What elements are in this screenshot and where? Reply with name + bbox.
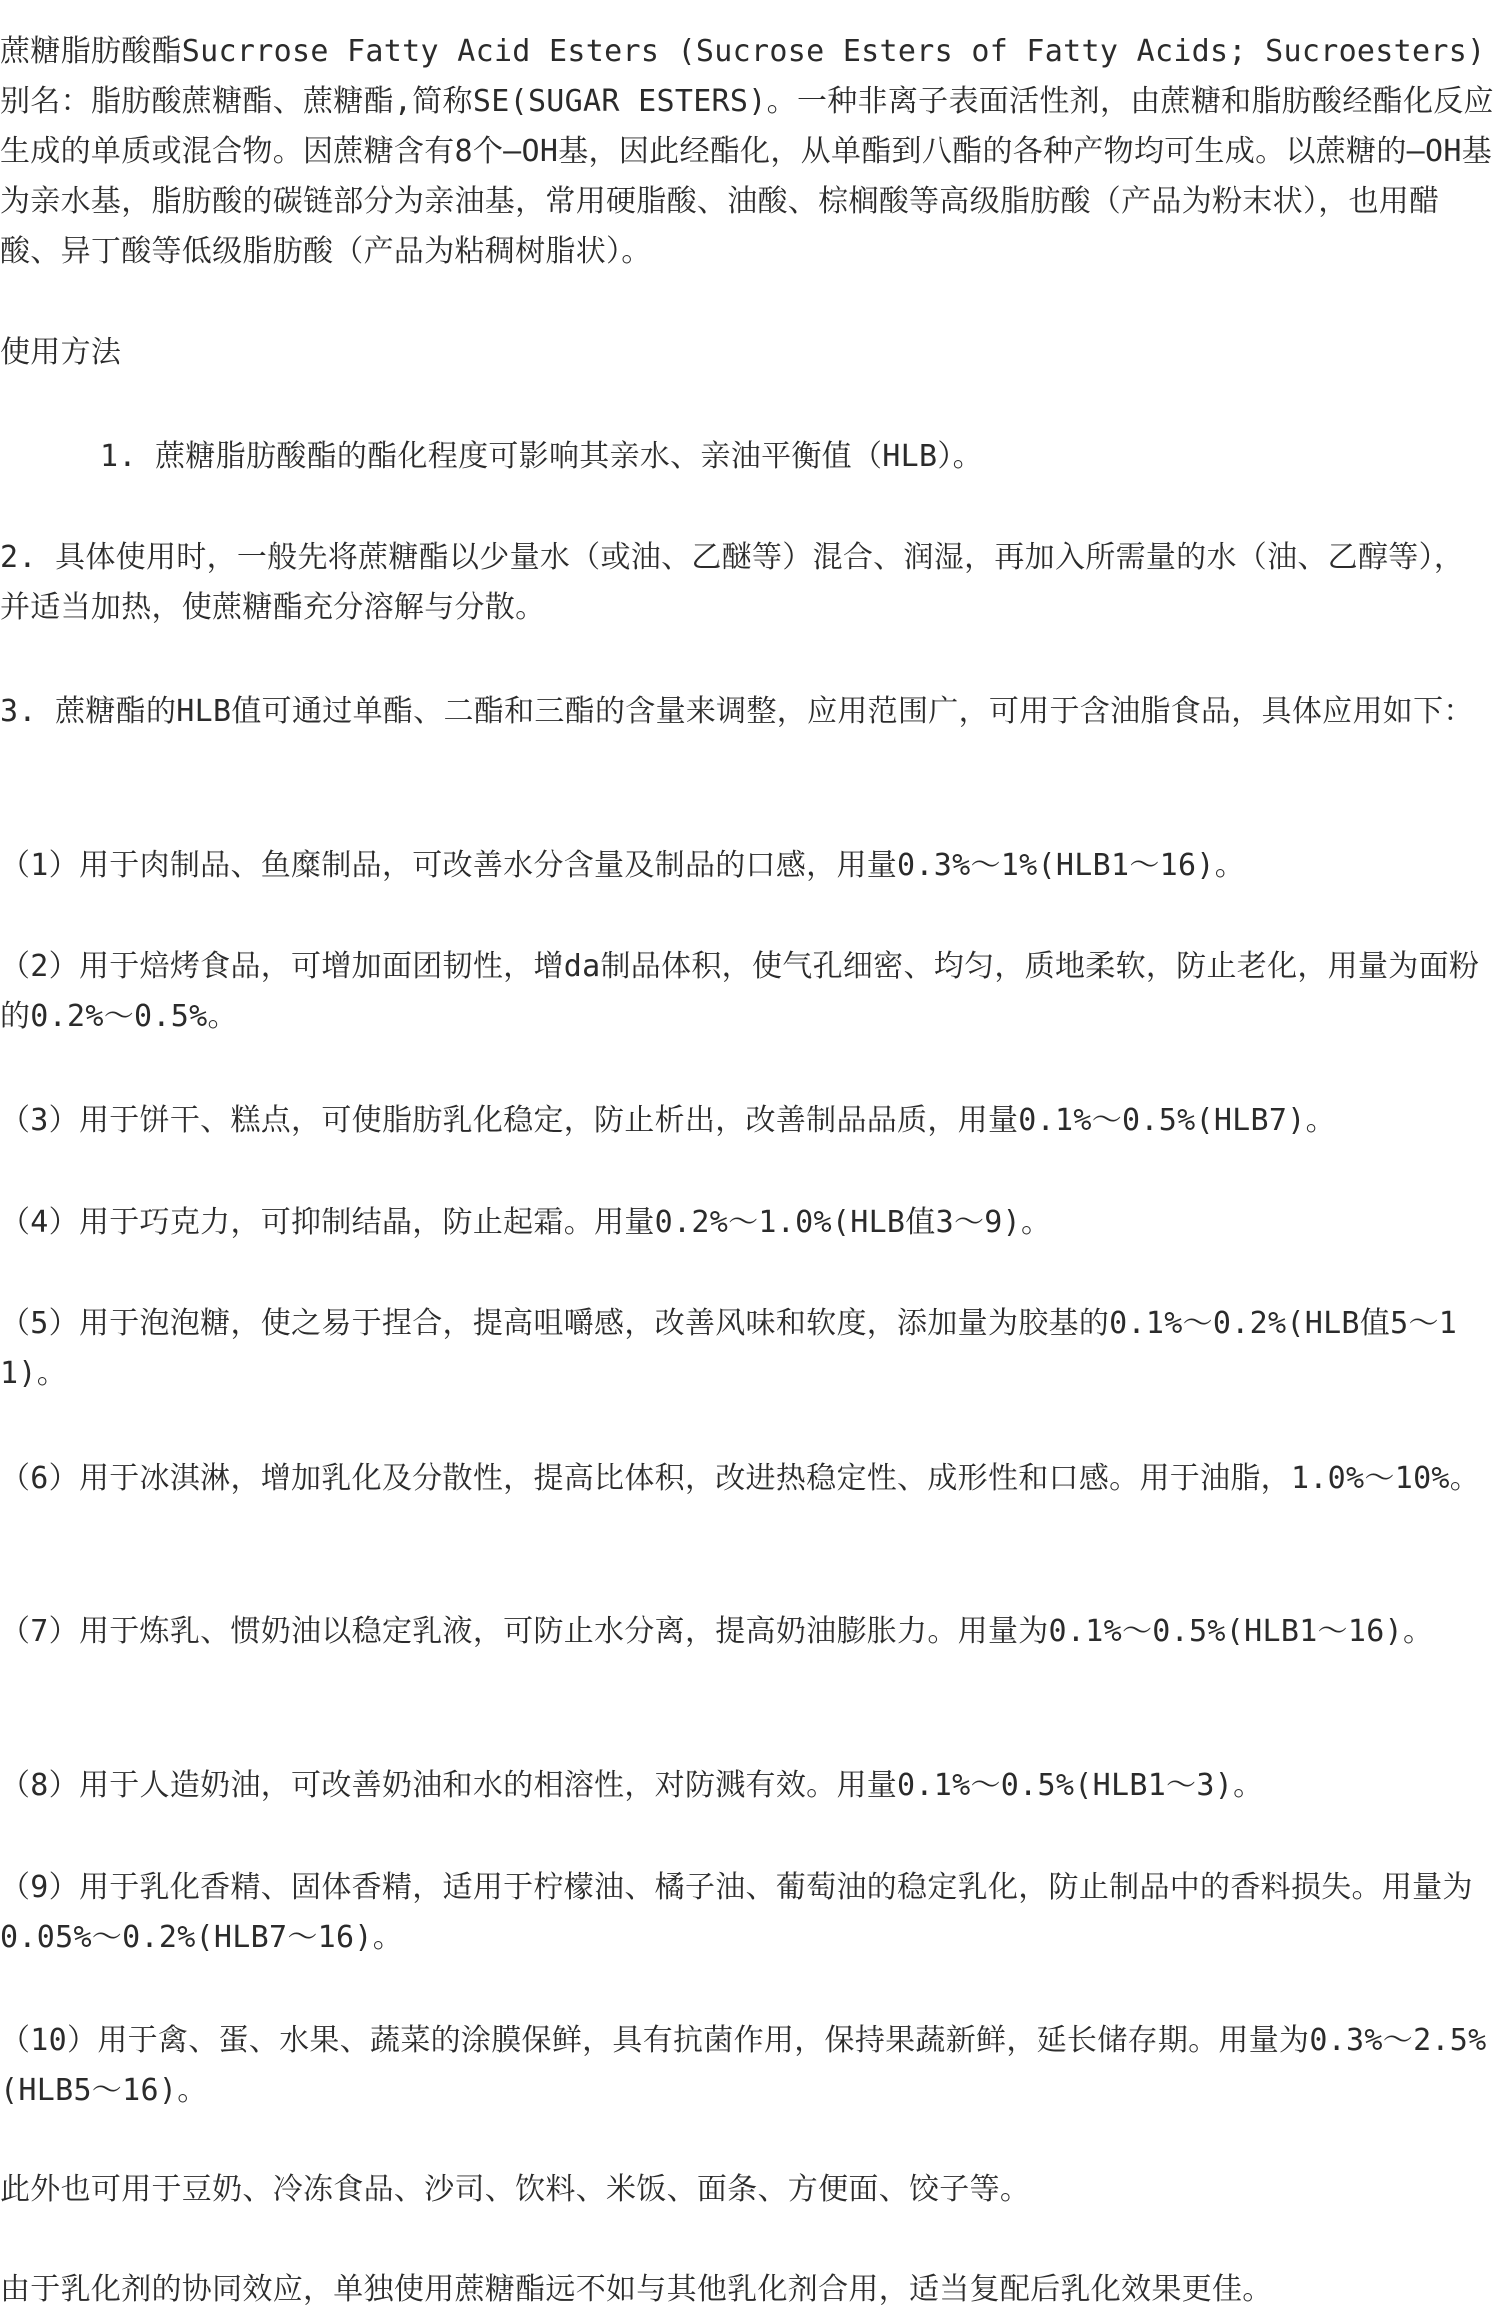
- application-item-4: （4）用于巧克力，可抑制结晶，防止起霜。用量0.2%～1.0%(HLB值3～9)。: [0, 1205, 1052, 1240]
- application-item-9: （9）用于乳化香精、固体香精，适用于柠檬油、橘子油、葡萄油的稳定乳化，防止制品中的香料损失。用量为0.05%～0.2%(HLB7～16)。: [0, 1870, 1473, 1955]
- conclusion-paragraph: 由于乳化剂的协同效应，单独使用蔗糖酯远不如与其他乳化剂合用，适当复配后乳化效果更佳。: [0, 2272, 1273, 2307]
- application-item-8: （8）用于人造奶油，可改善奶油和水的相溶性，对防溅有效。用量0.1%～0.5%(HLB1～3)。: [0, 1768, 1264, 1803]
- intro-paragraph: 蔗糖脂肪酸酯Sucrrose Fatty Acid Esters (Sucrose Esters of Fatty Acids; Sucroesters)别名：脂肪酸蔗糖酯、蔗糖酯,简称SE(SUGAR ESTERS)。一种非离子表面活性剂，由蔗糖和脂肪酸经酯化反应生成的单质或混合物。因蔗糖含有8个—OH基，因此经酯化，从单酯到八酯的各种产物均可生成。以蔗糖的—OH基为亲水基，脂肪酸的碳链部分为亲油基，常用硬脂酸、油酸、棕榈酸等高级脂肪酸（产品为粉末状），也用醋酸、异丁酸等低级脂肪酸（产品为粘稠树脂状）。: [0, 34, 1494, 269]
- application-item-10: （10）用于禽、蛋、水果、蔬菜的涂膜保鲜，具有抗菌作用，保持果蔬新鲜，延长储存期。用量为0.3%～2.5%(HLB5～16)。: [0, 2023, 1487, 2108]
- application-item-6: （6）用于冰淇淋，增加乳化及分散性，提高比体积，改进热稳定性、成形性和口感。用于油脂，1.0%～10%。: [0, 1461, 1481, 1496]
- other-uses-paragraph: 此外也可用于豆奶、冷冻食品、沙司、饮料、米饭、面条、方便面、饺子等。: [0, 2172, 1031, 2207]
- usage-point-1: 1. 蔗糖脂肪酸酯的酯化程度可影响其亲水、亲油平衡值（HLB）。: [100, 439, 983, 474]
- usage-heading: 使用方法: [0, 335, 122, 370]
- application-item-5: （5）用于泡泡糖，使之易于捏合，提高咀嚼感，改善风味和软度，添加量为胶基的0.1%～0.2%(HLB值5～11)。: [0, 1306, 1458, 1391]
- application-item-2: （2）用于焙烤食品，可增加面团韧性，增da制品体积，使气孔细密、均匀，质地柔软，防止老化，用量为面粉的0.2%～0.5%。: [0, 949, 1480, 1034]
- application-item-3: （3）用于饼干、糕点，可使脂肪乳化稳定，防止析出，改善制品品质，用量0.1%～0.5%(HLB7)。: [0, 1103, 1336, 1138]
- application-item-7: （7）用于炼乳、惯奶油以稳定乳液，可防止水分离，提高奶油膨胀力。用量为0.1%～0.5%(HLB1～16)。: [0, 1614, 1434, 1649]
- application-item-1: （1）用于肉制品、鱼糜制品，可改善水分含量及制品的口感，用量0.3%～1%(HLB1～16)。: [0, 848, 1246, 883]
- usage-point-2: 2. 具体使用时，一般先将蔗糖酯以少量水（或油、乙醚等）混合、润湿，再加入所需量的水（油、乙醇等），并适当加热，使蔗糖酯充分溶解与分散。: [0, 540, 1465, 625]
- usage-point-3: 3. 蔗糖酯的HLB值可通过单酯、二酯和三酯的含量来调整，应用范围广，可用于含油脂食品，具体应用如下：: [0, 694, 1474, 729]
